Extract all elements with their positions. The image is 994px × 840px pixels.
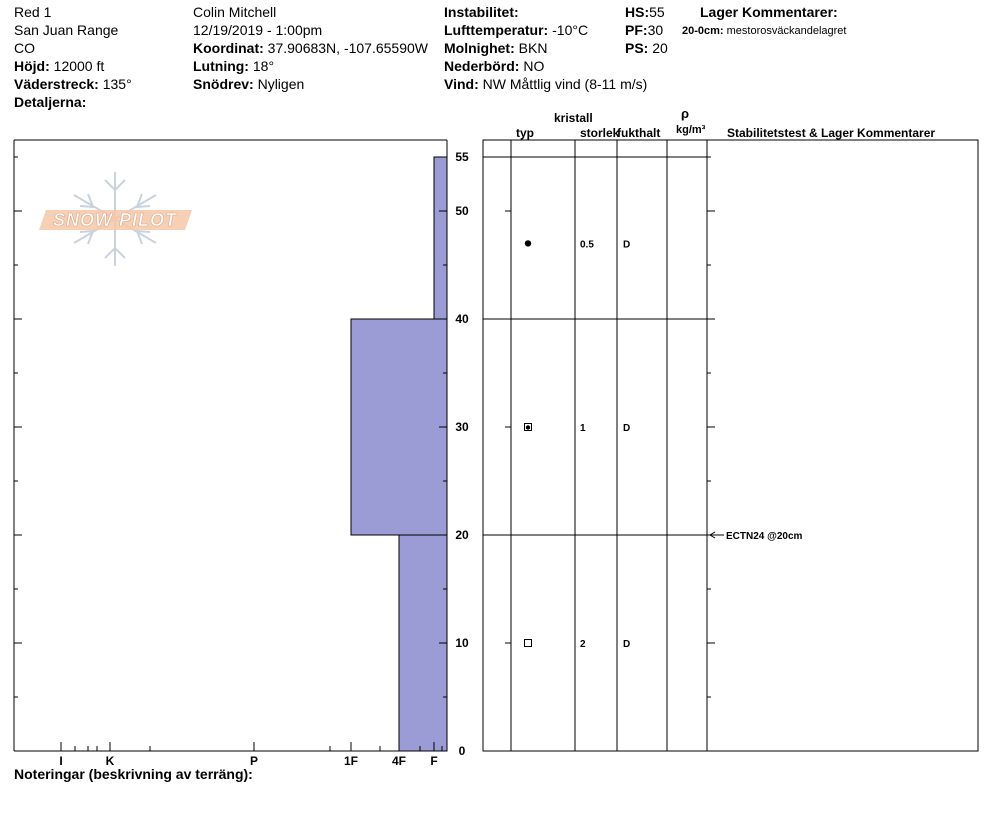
type-header: typ [516, 126, 534, 140]
grain-size-value: 0.5 [580, 239, 594, 251]
stability-test-label: ECTN24 @20cm [726, 531, 803, 542]
layer-comment-text: mestorosväckandelagret [726, 25, 847, 37]
hardness-bar-2 [351, 319, 447, 535]
airtemp-value: -10°C [552, 22, 589, 38]
drift-value: Nyligen [257, 76, 305, 92]
rho-header: ρ [681, 106, 690, 121]
details-label: Detaljerna: [14, 94, 87, 110]
stability-header: Stabilitetstest & Lager Kommentarer [727, 126, 936, 140]
crystal-header: kristall [554, 111, 593, 125]
depth-label: 50 [455, 204, 469, 218]
moisture-value: D [623, 423, 631, 434]
slope-label: Lutning: [193, 58, 249, 74]
depth-label: 20 [455, 528, 469, 542]
drift-label: Snödrev: [193, 76, 254, 92]
hardness-label: 4F [391, 754, 407, 768]
ps-value: 20 [652, 40, 668, 56]
precip-value: NO [523, 58, 545, 74]
depth-label: 40 [455, 312, 469, 326]
hardness-label: 1F [343, 754, 359, 768]
elevation-value: 12000 ft [53, 58, 105, 74]
layer-table-frame [483, 140, 978, 751]
logo-text: SNOW PILOT [53, 210, 177, 230]
aspect-value: 135° [102, 76, 132, 92]
depth-label: 0 [458, 744, 466, 758]
grain-size-value: 2 [580, 639, 586, 650]
precip-label: Nederbörd: [444, 58, 520, 74]
pf-label: PF: [625, 22, 648, 38]
observer-name: Colin Mitchell [193, 4, 277, 20]
hs-label: HS: [625, 4, 650, 20]
grain-faceted-icon [525, 640, 532, 647]
grain-faceted-round-dot [526, 425, 530, 429]
layer-comment-depth: 20-0cm: [682, 25, 724, 37]
hardness-bar-1 [434, 157, 447, 319]
elevation-label: Höjd: [14, 58, 50, 74]
location-name: Red 1 [14, 4, 52, 20]
grain-size-value: 1 [580, 423, 586, 434]
layer-comments-title: Lager Kommentarer: [700, 4, 838, 20]
hardness-label: I [59, 754, 63, 768]
range-name: San Juan Range [14, 22, 119, 38]
coordinate-value: 37.90683N, -107.65590W [267, 40, 428, 56]
coordinate-label: Koordinat: [193, 40, 264, 56]
sky-value: BKN [518, 40, 548, 56]
pf-value: 30 [647, 22, 664, 38]
depth-label: 55 [455, 150, 469, 164]
depth-label: 30 [455, 420, 469, 434]
depth-label: 10 [455, 636, 469, 650]
observation-datetime: 12/19/2019 - 1:00pm [193, 22, 323, 38]
sky-label: Molnighet: [444, 40, 515, 56]
size-header: storlek [580, 126, 620, 140]
moisture-value: D [623, 639, 631, 650]
moisture-header: fukthalt [617, 126, 661, 140]
airtemp-label: Lufttemperatur: [444, 22, 549, 38]
notes-label: Noteringar (beskrivning av terräng): [14, 766, 253, 782]
hardness-label: F [430, 754, 438, 768]
aspect-label: Väderstreck: [14, 76, 99, 92]
wind-value: NW Måttlig vind (8-11 m/s) [482, 76, 648, 92]
moisture-value: D [623, 239, 631, 251]
hardness-label: K [105, 754, 115, 768]
slope-value: 18° [252, 58, 275, 74]
grain-round-icon [525, 240, 531, 246]
ps-label: PS: [625, 40, 649, 56]
wind-label: Vind: [444, 76, 479, 92]
hs-value: 55 [649, 4, 665, 20]
density-unit-header: kg/m³ [676, 124, 706, 136]
hardness-label: P [249, 754, 259, 768]
state-name: CO [14, 40, 35, 56]
instability-label: Instabilitet: [444, 4, 519, 20]
